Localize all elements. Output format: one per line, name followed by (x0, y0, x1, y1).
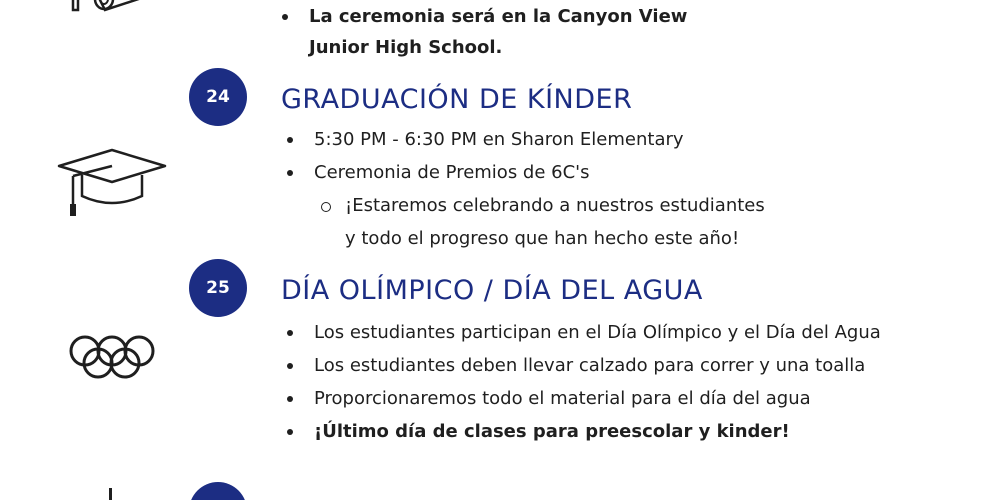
list-item: Proporcionaremos todo el material para el día del agua (281, 382, 881, 415)
sub-list-item-continuation: y todo el progreso que han hecho este año! (345, 228, 740, 249)
graduation-details-list (281, 123, 765, 255)
sub-list-item: ¡Estaremos celebrando a nuestros estudiantes (281, 189, 765, 222)
date-badge-24: 24 (189, 68, 247, 126)
list-item: Ceremonia de Premios de 6C's (281, 156, 765, 189)
next-date-badge-partial (189, 482, 247, 500)
section-title-graduation: GRADUACIÓN DE KÍNDER (281, 84, 633, 115)
graduation-cap-icon (55, 148, 169, 218)
list-item: Los estudiantes participan en el Día Olímpico y el Día del Agua (281, 316, 881, 349)
section-title-olympic-day: DÍA OLÍMPICO / DÍA DEL AGUA (281, 275, 703, 306)
list-item: 5:30 PM - 6:30 PM en Sharon Elementary (281, 123, 765, 156)
list-item-continuation: Junior High School. (309, 37, 503, 58)
list-item: ¡Último día de clases para preescolar y kinder! (281, 415, 881, 448)
top-bullet-list (276, 0, 687, 33)
list-item: Los estudiantes deben llevar calzado para correr y una toalla (281, 349, 881, 382)
olympic-rings-icon (68, 334, 156, 380)
date-badge-25: 25 (189, 259, 247, 317)
list-item: La ceremonia será en la Canyon View (276, 0, 687, 33)
diploma-icon (60, 0, 170, 20)
olympic-day-details-list (281, 316, 881, 448)
next-section-icon-partial (109, 488, 112, 500)
